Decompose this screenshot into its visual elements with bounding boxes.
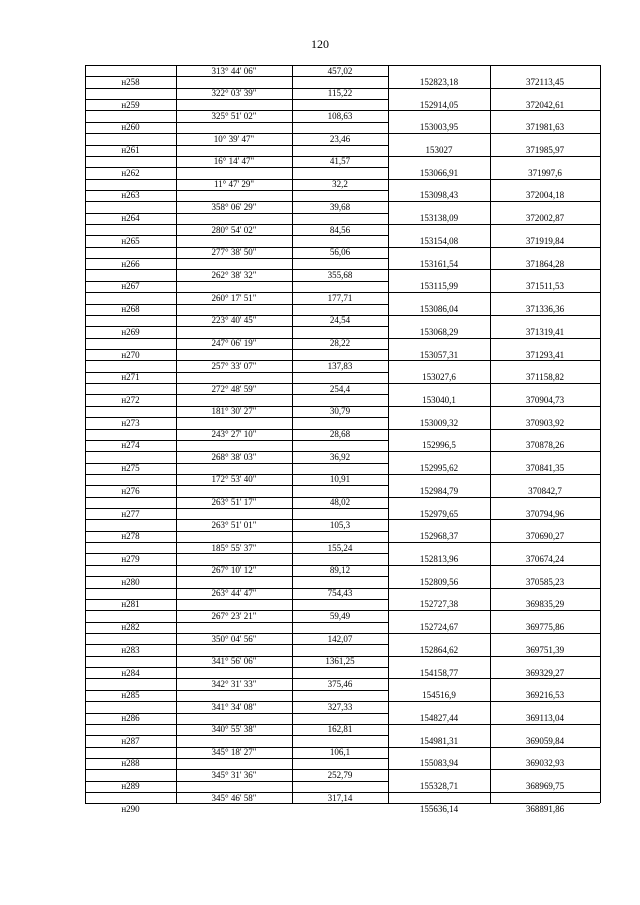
x-coordinate-cell: 153057,31: [419, 349, 459, 360]
x-coordinate-cell: 154827,44: [419, 713, 459, 724]
point-cell: н276: [121, 485, 140, 496]
row-divider: [388, 88, 600, 89]
distance-cell: 754,43: [327, 588, 353, 599]
y-coordinate-cell: 370794,96: [525, 508, 565, 519]
x-coordinate-cell: 152979,65: [419, 508, 459, 519]
point-cell: н275: [121, 463, 140, 474]
row-divider: [388, 451, 600, 452]
row-divider: [388, 724, 600, 725]
y-coordinate-cell: 369032,93: [525, 758, 565, 769]
x-coordinate-cell: 153066,91: [419, 167, 459, 178]
y-coordinate-cell: 372042,61: [525, 99, 565, 110]
point-cell: н259: [121, 99, 140, 110]
row-divider: [388, 406, 600, 407]
point-cell: н284: [121, 667, 140, 678]
angle-cell: 322° 03' 39": [211, 88, 257, 99]
x-coordinate-cell: 152809,56: [419, 576, 459, 587]
point-cell: н272: [121, 394, 140, 405]
row-divider: [388, 588, 600, 589]
distance-cell: 84,56: [329, 224, 351, 235]
distance-cell: 142,07: [327, 633, 353, 644]
row-divider: [388, 156, 600, 157]
distance-cell: 106,1: [329, 747, 351, 758]
row-divider: [388, 769, 600, 770]
point-cell: н258: [121, 76, 140, 87]
y-coordinate-cell: 370841,35: [525, 463, 565, 474]
point-cell: н273: [121, 417, 140, 428]
x-coordinate-cell: 154158,77: [419, 667, 459, 678]
x-coordinate-cell: 153003,95: [419, 122, 459, 133]
x-coordinate-cell: 152995,62: [419, 463, 459, 474]
angle-cell: 345° 46' 58": [211, 792, 257, 803]
row-divider: [388, 565, 600, 566]
angle-cell: 313° 44' 06": [211, 65, 257, 76]
angle-cell: 10° 39' 47": [213, 133, 255, 144]
y-coordinate-cell: 371864,28: [525, 258, 565, 269]
y-coordinate-cell: 371158,82: [526, 372, 564, 383]
x-coordinate-cell: 153086,04: [419, 304, 459, 315]
distance-cell: 23,46: [329, 133, 351, 144]
distance-cell: 115,22: [327, 88, 353, 99]
y-coordinate-cell: 370878,26: [525, 440, 565, 451]
page-number: 120: [311, 37, 329, 51]
y-coordinate-cell: 370690,27: [525, 531, 565, 542]
angle-cell: 257° 33' 07": [211, 360, 257, 371]
distance-cell: 317,14: [327, 792, 353, 803]
angle-cell: 340° 55' 38": [211, 724, 257, 735]
y-coordinate-cell: 370585,23: [525, 576, 565, 587]
y-coordinate-cell: 371997,6: [528, 167, 562, 178]
distance-cell: 355,68: [327, 269, 353, 280]
x-coordinate-cell: 153154,08: [419, 235, 459, 246]
row-divider: [388, 519, 600, 520]
distance-cell: 32,2: [332, 179, 348, 190]
y-coordinate-cell: 369835,29: [525, 599, 565, 610]
y-coordinate-cell: 371293,41: [525, 349, 565, 360]
coordinates-table: [85, 65, 600, 814]
y-coordinate-cell: 371981,63: [525, 122, 565, 133]
angle-cell: 260° 17' 51": [211, 292, 257, 303]
point-cell: н283: [121, 644, 140, 655]
row-divider: [388, 792, 600, 793]
point-cell: н270: [121, 349, 140, 360]
y-coordinate-cell: 368891,86: [525, 803, 565, 814]
distance-cell: 457,02: [327, 65, 353, 76]
x-coordinate-cell: 153027,6: [422, 372, 456, 383]
distance-cell: 10,91: [329, 474, 351, 485]
angle-cell: 243° 27' 10": [211, 429, 257, 440]
distance-cell: 41,57: [329, 156, 351, 167]
y-coordinate-cell: 369775,86: [525, 622, 565, 633]
x-coordinate-cell: 152724,67: [419, 622, 459, 633]
distance-cell: 89,12: [329, 565, 351, 576]
distance-cell: 252,79: [327, 769, 353, 780]
angle-cell: 350° 04' 56": [211, 633, 257, 644]
x-coordinate-cell: 153009,32: [419, 417, 459, 428]
x-coordinate-cell: 152968,37: [419, 531, 459, 542]
y-coordinate-cell: 372002,87: [525, 213, 565, 224]
distance-cell: 327,33: [327, 701, 353, 712]
x-coordinate-cell: 152813,96: [419, 553, 459, 564]
x-coordinate-cell: 152914,05: [419, 99, 459, 110]
point-cell: н281: [121, 599, 140, 610]
angle-cell: 263° 44' 47": [211, 588, 257, 599]
x-coordinate-cell: 154981,31: [419, 735, 459, 746]
y-coordinate-cell: 370674,24: [525, 553, 565, 564]
row-divider: [388, 133, 600, 134]
distance-cell: 36,92: [329, 451, 351, 462]
distance-cell: 155,24: [327, 542, 353, 553]
angle-cell: 272° 48' 59": [211, 383, 257, 394]
x-coordinate-cell: 153138,09: [419, 213, 459, 224]
point-cell: н289: [121, 781, 140, 792]
distance-cell: 162,81: [327, 724, 353, 735]
y-coordinate-cell: 369751,39: [525, 644, 565, 655]
distance-cell: 254,4: [329, 383, 351, 394]
x-coordinate-cell: 153068,29: [419, 326, 459, 337]
y-coordinate-cell: 369329,27: [525, 667, 565, 678]
point-cell: н277: [121, 508, 140, 519]
row-divider: [388, 678, 600, 679]
row-divider: [388, 701, 600, 702]
point-cell: н265: [121, 235, 140, 246]
row-divider: [388, 747, 600, 748]
y-coordinate-cell: 369216,53: [525, 690, 565, 701]
row-divider: [388, 429, 600, 430]
distance-cell: 48,02: [329, 497, 351, 508]
x-coordinate-cell: 155083,94: [419, 758, 459, 769]
y-coordinate-cell: 368969,75: [525, 781, 565, 792]
angle-cell: 247° 06' 19": [211, 338, 257, 349]
point-cell: н267: [121, 281, 140, 292]
point-cell: н264: [121, 213, 140, 224]
angle-cell: 267° 23' 21": [211, 610, 257, 621]
point-cell: н274: [121, 440, 140, 451]
row-divider: [388, 383, 600, 384]
distance-cell: 30,79: [329, 406, 351, 417]
row-divider: [388, 110, 600, 111]
angle-cell: 280° 54' 02": [211, 224, 257, 235]
distance-cell: 24,54: [329, 315, 351, 326]
distance-cell: 56,06: [329, 247, 351, 258]
row-divider: [388, 474, 600, 475]
x-coordinate-cell: 155636,14: [419, 803, 459, 814]
distance-cell: 28,68: [329, 429, 351, 440]
row-divider: [388, 338, 600, 339]
angle-cell: 267° 10' 12": [211, 565, 257, 576]
y-coordinate-cell: 369059,84: [525, 735, 565, 746]
point-cell: н285: [121, 690, 140, 701]
x-coordinate-cell: 154516,9: [422, 690, 456, 701]
y-coordinate-cell: 371336,36: [525, 304, 565, 315]
row-divider: [388, 247, 600, 248]
angle-cell: 325° 51' 02": [211, 110, 257, 121]
point-cell: н286: [121, 713, 140, 724]
row-divider: [388, 542, 600, 543]
row-divider: [388, 656, 600, 657]
point-cell: н262: [121, 167, 140, 178]
y-coordinate-cell: 370842,7: [528, 485, 562, 496]
point-cell: н261: [121, 145, 140, 156]
point-cell: н263: [121, 190, 140, 201]
point-cell: н271: [121, 372, 140, 383]
point-cell: н282: [121, 622, 140, 633]
distance-cell: 59,49: [329, 610, 351, 621]
x-coordinate-cell: 153098,43: [419, 190, 459, 201]
point-cell: н290: [121, 803, 140, 814]
x-coordinate-cell: 152984,79: [419, 485, 459, 496]
row-divider: [388, 224, 600, 225]
distance-cell: 39,68: [329, 201, 351, 212]
y-coordinate-cell: 370904,73: [525, 394, 565, 405]
angle-cell: 345° 31' 36": [211, 769, 257, 780]
x-coordinate-cell: 155328,71: [419, 781, 459, 792]
y-coordinate-cell: 371985,97: [525, 145, 565, 156]
point-cell: н269: [121, 326, 140, 337]
point-cell: н268: [121, 304, 140, 315]
angle-cell: 358° 06' 29": [211, 201, 257, 212]
point-cell: н280: [121, 576, 140, 587]
row-divider: [388, 201, 600, 202]
angle-cell: 262° 38' 32": [211, 269, 257, 280]
row-divider: [388, 269, 600, 270]
y-coordinate-cell: 371919,84: [525, 235, 565, 246]
row-divider: [388, 179, 600, 180]
row-divider: [388, 633, 600, 634]
row-divider: [388, 292, 600, 293]
distance-cell: 105,3: [329, 519, 351, 530]
distance-cell: 375,46: [327, 678, 353, 689]
angle-cell: 268° 38' 03": [211, 451, 257, 462]
y-coordinate-cell: 371511,53: [526, 281, 564, 292]
row-divider: [388, 360, 600, 361]
point-cell: н288: [121, 758, 140, 769]
point-cell: н278: [121, 531, 140, 542]
point-cell: н266: [121, 258, 140, 269]
x-coordinate-cell: 152864,62: [419, 644, 459, 655]
x-coordinate-cell: 153040,1: [422, 394, 456, 405]
angle-cell: 341° 34' 08": [211, 701, 257, 712]
angle-cell: 16° 14' 47": [213, 156, 255, 167]
x-coordinate-cell: 153161,54: [419, 258, 459, 269]
x-coordinate-cell: 152996,5: [422, 440, 456, 451]
distance-cell: 1361,25: [325, 656, 355, 667]
point-cell: н260: [121, 122, 140, 133]
x-coordinate-cell: 153115,99: [420, 281, 458, 292]
row-divider: [388, 610, 600, 611]
y-coordinate-cell: 371319,41: [525, 326, 565, 337]
angle-cell: 341° 56' 06": [211, 656, 257, 667]
angle-cell: 185° 55' 37": [211, 542, 257, 553]
point-cell: н279: [121, 553, 140, 564]
x-coordinate-cell: 152823,18: [419, 76, 459, 87]
angle-cell: 263° 51' 01": [211, 519, 257, 530]
distance-cell: 137,83: [327, 360, 353, 371]
y-coordinate-cell: 370903,92: [525, 417, 565, 428]
row-divider: [388, 315, 600, 316]
angle-cell: 263° 51' 17": [211, 497, 257, 508]
angle-cell: 345° 18' 27": [211, 747, 257, 758]
row-divider: [388, 65, 600, 66]
x-coordinate-cell: 152727,38: [419, 599, 459, 610]
angle-cell: 11° 47' 29": [213, 179, 255, 190]
angle-cell: 342° 31' 33": [211, 678, 257, 689]
angle-cell: 181° 30' 27": [211, 406, 257, 417]
y-coordinate-cell: 369113,04: [526, 713, 564, 724]
angle-cell: 277° 38' 50": [211, 247, 257, 258]
distance-cell: 177,71: [327, 292, 353, 303]
y-coordinate-cell: 372113,45: [526, 76, 564, 87]
angle-cell: 172° 53' 40": [211, 474, 257, 485]
y-coordinate-cell: 372004,18: [525, 190, 565, 201]
x-coordinate-cell: 153027: [425, 145, 453, 156]
distance-cell: 108,63: [327, 110, 353, 121]
column-divider: [600, 65, 601, 803]
distance-cell: 28,22: [329, 338, 351, 349]
point-cell: н287: [121, 735, 140, 746]
row-divider: [388, 497, 600, 498]
angle-cell: 223° 40' 45": [211, 315, 257, 326]
